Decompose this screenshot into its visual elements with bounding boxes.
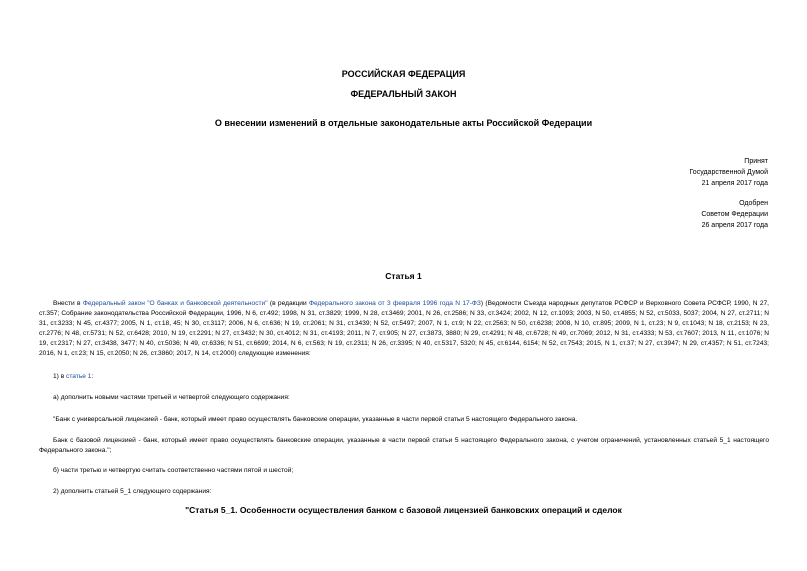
item-1-text: 1) в [53, 373, 67, 380]
para-text-1: Внести в [53, 300, 83, 307]
approved-label: Одобрен [739, 200, 768, 207]
article-1-title: Статья 1 [385, 271, 422, 281]
para-text-3: ) (Ведомости Съезда народных депутатов РСФСР и Верховного Совета РСФСР, 1990, N 27, ст.357; Собрание законодательства Российской Федерации, 1996, N 6, ст.492; 1998, N 31, ст.3829; 1999, N 28, ст.3469; 2001, N 26, ст.2586; N 33, ст.3424; 2002, N 12, ст.1093; 2003, N 50, ст.4855; N 52, ст.5033, 5037; 2004, N 27, ст.2711; N 31, ст.3233; N 45, ст.4377; 2005, N 1, ст.18, 45; N 30, ст.3117; 2006, N 6, ст.636; N 19, ст.2061; N 31, ст.3439; N 52, ст.5497; 2007, N 1, ст.9; N 22, ст.2563; N 50, ст.6238; 2008, N 10, ст.895; 2009, N 1, ст.23; N 9, ст.1043; N 18, ст.2153; N 23, ст.2776; N 48, ст.5731; N 52, ст.6428; 2010, N 19, ст.2291; N 27, ст.3432; N 30, ст.4012; N 31, ст.4193; 2011, N 7, ст.905; N 27, ст.3873, 3880; N 29, ст.4291; N 48, ст.6728; N 49, ст.7069; 2012, N 31, ст.4333; N 53, ст.7607; 2013, N 11, ст.1076; N 19, ст.2317; N 27, ст.3438, 3477; N 40, ст.5036; N 49, ст.6336; N 51, ст.6699; 2014, N 6, ст.563; N 19, ст.2311; N 26, ст.3395; N 40, ст.5317, 5320; N 45, ст.6144, 6154; N 52, ст.7543; 2015, N 1, ст.37; N 27, ст.3947; N 29, ст.4357; N 51, ст.7243; 2016, N 1, ст.23; N 15, ст.2050; N 26, ст.3860; 2017, N 14, ст.2000) следующие изменения: [39, 300, 770, 357]
law-title: О внесении изменений в отдельные законодательные акты Российской Федерации [214, 118, 593, 128]
item-1 [39, 372, 769, 382]
law-type-heading: ФЕДЕРАЛЬНЫЙ ЗАКОН [350, 89, 457, 99]
item-2: 2) дополнить статьей 5_1 следующего содержания: [53, 488, 212, 495]
accepted-body: Государственной Думой [689, 169, 768, 176]
quote-basic-license: Банк с базовой лицензией - банк, который имеет право осуществлять банковские операции, указанные в части первой статьи 5 настоящего Федерального закона, с учетом ограничений, установленных статьей 5_1 настоящего Федерального закона."; [39, 437, 769, 454]
approved-block [701, 198, 768, 231]
approved-date: 26 апреля 2017 года [701, 222, 768, 229]
accepted-block [689, 156, 768, 189]
item-1b: б) части третью и четвертую считать соответственно частями пятой и шестой; [53, 467, 294, 474]
accepted-date: 21 апреля 2017 года [701, 180, 768, 187]
article-1-link[interactable]: статье 1 [66, 373, 92, 380]
paragraph-intro [39, 299, 769, 359]
edition-link[interactable]: Федерального закона от 3 февраля 1996 года N 17-ФЗ [308, 300, 481, 307]
quote-universal-license: "Банк с универсальной лицензией - банк, который имеет право осуществлять банковские операции, указанные в части первой статьи 5 настоящего Федерального закона. [53, 416, 578, 423]
article-5-1-title: "Статья 5_1. Особенности осуществления банком с базовой лицензией банковских операций и сделок [185, 505, 622, 515]
para-text-2: (в редакции [267, 300, 309, 307]
country-heading: РОССИЙСКАЯ ФЕДЕРАЦИЯ [341, 69, 466, 79]
approved-body: Советом Федерации [701, 211, 768, 218]
item-1-colon: : [91, 373, 94, 380]
item-1a: а) дополнить новыми частями третьей и четвертой следующего содержания: [53, 394, 290, 401]
law-link[interactable]: Федеральный закон "О банках и банковской деятельности" [82, 300, 268, 307]
accepted-label: Принят [744, 158, 768, 165]
